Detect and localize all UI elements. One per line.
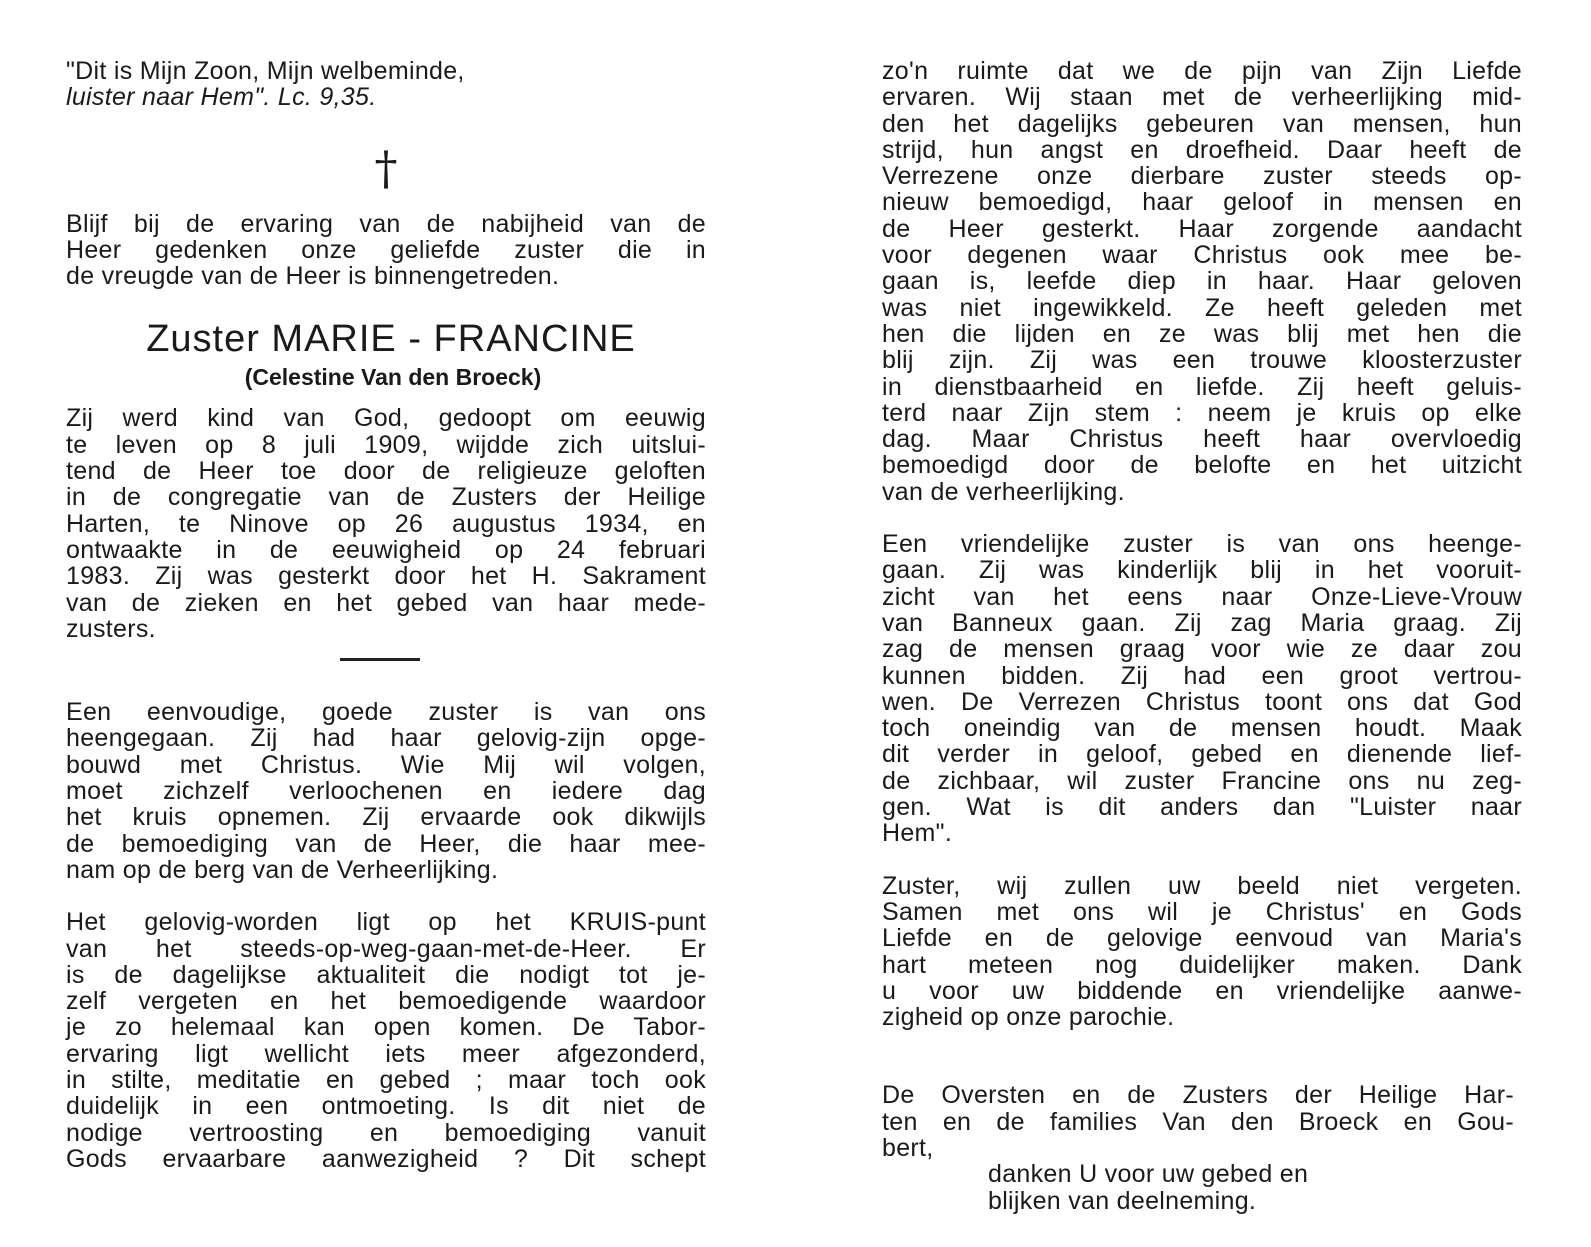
text-line: van Banneux gaan. Zij zag Maria graag. Zij — [882, 608, 1522, 637]
text-line: de bemoediging van de Heer, die haar mee- — [66, 829, 706, 858]
bio-line: zusters. — [66, 614, 156, 643]
text-line: nam op de berg van de Verheerlijking. — [66, 855, 499, 884]
paragraph-3 — [882, 58, 1522, 505]
text-line: gaan is, leefde diep in haar. Haar geloven — [882, 267, 1522, 296]
spacer — [882, 1030, 1522, 1082]
text-line: Het gelovig-worden ligt op het KRUIS-punt — [66, 908, 706, 937]
text-line: bemoedigd door de belofte en het uitzicht — [882, 451, 1522, 480]
text-line: heengegaan. Zij had haar gelovig-zijn opge- — [66, 724, 706, 753]
bio-line: Harten, te Ninove op 26 augustus 1934, en — [66, 509, 706, 538]
text-line: Samen met ons wil je Christus' en Gods — [882, 897, 1522, 926]
intro-paragraph — [66, 211, 706, 290]
text-line: zicht van het eens naar Onze-Lieve-Vrouw — [882, 582, 1522, 611]
spacer — [66, 661, 706, 699]
text-line: de Heer gesterkt. Haar zorgende aandacht — [882, 214, 1522, 243]
text-line: moet zichzelf verloochenen en iedere dag — [66, 777, 706, 806]
text-line: gen. Wat is dit anders dan "Luister naar — [882, 793, 1522, 822]
text-line: dit verder in geloof, gebed en dienende lief- — [882, 740, 1522, 769]
intro-line: Heer gedenken onze geliefde zuster die in — [66, 235, 706, 264]
text-line: u voor uw biddende en vriendelijke aanwe- — [882, 976, 1522, 1005]
bio-line: te leven op 8 juli 1909, wijdde zich uitslui- — [66, 430, 706, 459]
text-line: in dienstbaarheid en liefde. Zij heeft geluis- — [882, 372, 1522, 401]
bio-line: Zij werd kind van God, gedoopt om eeuwig — [66, 404, 706, 433]
bio-line: ontwaakte in de eeuwigheid op 24 februari — [66, 535, 706, 564]
paragraph-1 — [66, 699, 706, 883]
quote-line: "Dit is Mijn Zoon, Mijn welbeminde, — [66, 57, 465, 85]
text-line: Verrezene onze dierbare zuster steeds op- — [882, 162, 1522, 191]
text-line: duidelijk in een ontmoeting. Is dit niet de — [66, 1092, 706, 1121]
text-line: zigheid op onze parochie. — [882, 1003, 1175, 1032]
closing-line: bert, — [882, 1133, 934, 1162]
spacer — [66, 391, 706, 405]
text-line: zag de mensen graag voor wie ze daar zou — [882, 635, 1522, 664]
bio-paragraph — [66, 405, 706, 642]
text-line: wen. De Verrezen Christus toont ons dat God — [882, 687, 1522, 716]
text-line: van de verheerlijking. — [882, 477, 1125, 506]
left-column — [66, 58, 706, 1172]
text-line: in stilte, meditatie en gebed ; maar toch ook — [66, 1066, 706, 1095]
text-line: voor degenen waar Christus ook mee be- — [882, 241, 1522, 270]
text-line: gaan. Zij was kinderlijk blij in het vooruit- — [882, 556, 1522, 585]
paragraph-2 — [66, 909, 706, 1172]
text-line: terd naar Zijn stem : neem je kruis op elke — [882, 398, 1522, 427]
text-line: hen die lijden en ze was blij met hen die — [882, 319, 1522, 348]
text-line: zo'n ruimte dat we de pijn van Zijn Liefde — [882, 57, 1522, 85]
thanks-line: blijken van deelneming. — [988, 1186, 1257, 1215]
text-line: toch oneindig van de mensen houdt. Maak — [882, 714, 1522, 743]
intro-line: Blijf bij de ervaring van de nabijheid van de — [66, 209, 706, 238]
bio-line: 1983. Zij was gesterkt door het H. Sakrament — [66, 562, 706, 591]
bio-line: van de zieken en het gebed van haar mede- — [66, 588, 706, 617]
text-line: bouwd met Christus. Wie Mij wil volgen, — [66, 750, 706, 779]
text-line: de zichbaar, wil zuster Francine ons nu zeg- — [882, 766, 1522, 795]
text-line: zelf vergeten en het bemoedigende waardoor — [66, 987, 706, 1016]
closing-line: De Oversten en de Zusters der Heilige Har- — [882, 1081, 1514, 1110]
right-column — [882, 58, 1522, 1214]
text-line: kunnen bidden. Zij had een groot vertrou- — [882, 661, 1522, 690]
text-line: hart meteen nog duidelijker maken. Dank — [882, 950, 1522, 979]
spacer — [66, 883, 706, 909]
civil-name: (Celestine Van den Broeck) — [244, 364, 542, 391]
closing-line: ten en de families Van den Broeck en Gou- — [882, 1107, 1514, 1136]
paragraph-5 — [882, 873, 1522, 1031]
text-line: blij zijn. Zij was een trouwe kloosterzuster — [882, 346, 1522, 375]
section-divider — [340, 658, 420, 661]
quote-line: luister naar Hem". Lc. 9,35. — [66, 83, 377, 112]
text-line: nieuw bemoedigd, haar geloof in mensen en — [882, 188, 1522, 217]
bio-line: tend de Heer toe door de religieuze geloften — [66, 457, 706, 486]
text-line: ervaring ligt wellicht iets meer afgezonderd, — [66, 1039, 706, 1068]
text-line: het kruis opnemen. Zij ervaarde ook dikwijls — [66, 803, 706, 832]
text-line: Een eenvoudige, goede zuster is van ons — [66, 698, 706, 727]
cross-icon: † — [374, 140, 398, 195]
spacer — [882, 847, 1522, 873]
closing-signature — [882, 1082, 1514, 1161]
text-line: dag. Maar Christus heeft haar overvloedig — [882, 425, 1522, 454]
deceased-name: Zuster MARIE - FRANCINE — [146, 318, 636, 361]
text-line: Gods ervaarbare aanwezigheid ? Dit schept — [66, 1144, 706, 1173]
text-line: ervaren. Wij staan met de verheerlijking mid- — [882, 83, 1522, 112]
paragraph-4 — [882, 531, 1522, 847]
spacer — [882, 505, 1522, 531]
intro-line: de vreugde van de Heer is binnengetreden. — [66, 262, 560, 291]
text-line: Liefde en de gelovige eenvoud van Maria's — [882, 924, 1522, 953]
bio-line: in de congregatie van de Zusters der Heilige — [66, 483, 706, 512]
text-line: den het dagelijks gebeuren van mensen, hun — [882, 109, 1522, 138]
text-line: Hem". — [882, 819, 953, 848]
spacer — [66, 642, 706, 658]
text-line: is de dagelijkse aktualiteit die nodigt tot je- — [66, 960, 706, 989]
text-line: Een vriendelijke zuster is van ons heenge- — [882, 530, 1522, 559]
scripture-quote — [66, 58, 706, 111]
thanks-line: danken U voor uw gebed en — [988, 1160, 1309, 1189]
text-line: strijd, hun angst en droefheid. Daar heeft de — [882, 135, 1522, 164]
thanks-message — [882, 1161, 1522, 1214]
text-line: nodige vertroosting en bemoediging vanuit — [66, 1118, 706, 1147]
text-line: van het steeds-op-weg-gaan-met-de-Heer. Er — [66, 934, 706, 963]
spacer — [66, 111, 706, 145]
text-line: was niet ingewikkeld. Ze heeft geleden met — [882, 293, 1522, 322]
text-line: Zuster, wij zullen uw beeld niet vergeten. — [882, 871, 1522, 900]
text-line: je zo helemaal kan open komen. De Tabor- — [66, 1013, 706, 1042]
spacer — [66, 289, 706, 317]
